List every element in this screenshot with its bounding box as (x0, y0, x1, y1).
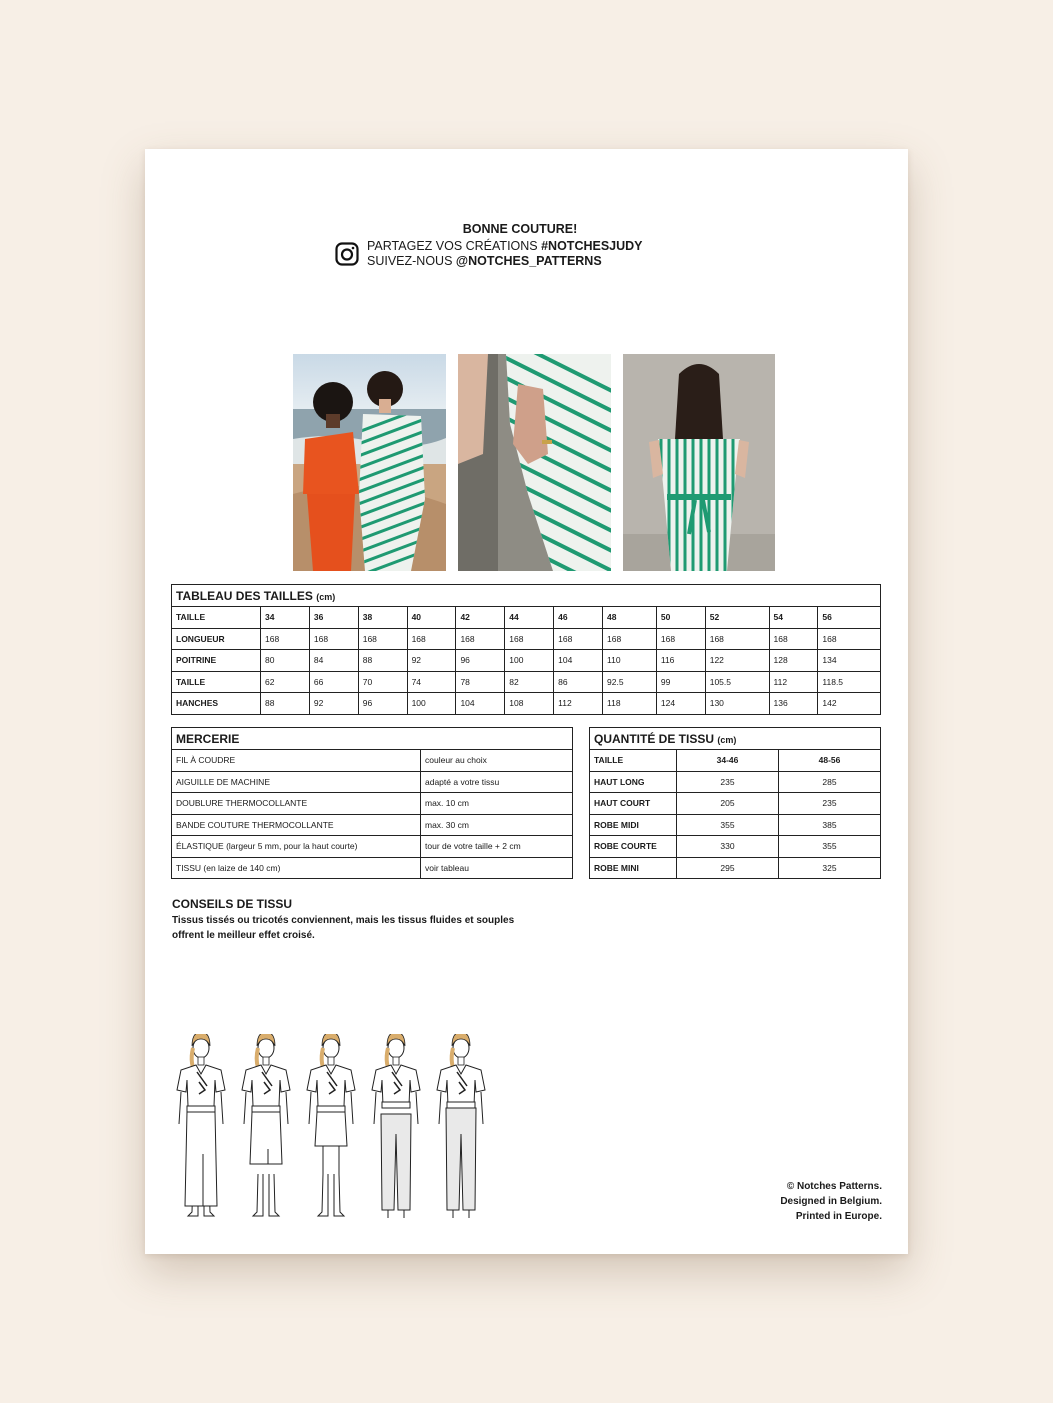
cell: 92 (309, 693, 358, 715)
notion-item: BANDE COUTURE THERMOCOLLANTE (172, 814, 421, 836)
table-row (172, 793, 573, 815)
size-col: 36 (309, 607, 358, 629)
table-row (172, 650, 881, 672)
fabric-header-label: TAILLE (590, 750, 677, 772)
table-row (172, 750, 573, 772)
notion-item: DOUBLURE THERMOCOLLANTE (172, 793, 421, 815)
fabric-quantity-table (589, 727, 881, 879)
notion-value: tour de votre taille + 2 cm (421, 836, 573, 858)
cell: 105.5 (705, 671, 769, 693)
fabric-header-row (590, 750, 881, 772)
size-col: 56 (818, 607, 881, 629)
cell: 110 (603, 650, 657, 672)
size-col: 34 (261, 607, 310, 629)
fabric-header-col: 48-56 (779, 750, 881, 772)
cell: 86 (554, 671, 603, 693)
size-col: 46 (554, 607, 603, 629)
size-col: 54 (769, 607, 818, 629)
table-row (590, 771, 881, 793)
follow-line (367, 254, 643, 269)
cell: 118 (603, 693, 657, 715)
cell: 128 (769, 650, 818, 672)
size-col: 42 (456, 607, 505, 629)
cell: 100 (407, 693, 456, 715)
cell: 116 (656, 650, 705, 672)
table-row (172, 771, 573, 793)
size-table-title: TABLEAU DES TAILLES (cm) (172, 585, 881, 607)
cell: 168 (505, 628, 554, 650)
cell: 168 (603, 628, 657, 650)
table-row (590, 836, 881, 858)
cell: 355 (677, 814, 779, 836)
notion-item: TISSU (en laize de 140 cm) (172, 857, 421, 879)
cell: 74 (407, 671, 456, 693)
size-col: 52 (705, 607, 769, 629)
cell: 295 (677, 857, 779, 879)
notion-value: max. 10 cm (421, 793, 573, 815)
garment-label: ROBE MINI (590, 857, 677, 879)
photo-back-view (623, 354, 775, 571)
cell: 96 (456, 650, 505, 672)
table-row (172, 628, 881, 650)
advice-title: CONSEILS DE TISSU (172, 897, 293, 911)
follow-text: SUIVEZ-NOUS (367, 254, 456, 268)
row-label: TAILLE (172, 671, 261, 693)
cell: 70 (358, 671, 407, 693)
cell: 168 (656, 628, 705, 650)
row-label: POITRINE (172, 650, 261, 672)
technical-drawings (171, 1034, 511, 1229)
cell: 168 (456, 628, 505, 650)
size-table (171, 584, 881, 715)
table-row (590, 814, 881, 836)
cell: 118.5 (818, 671, 881, 693)
cell: 104 (554, 650, 603, 672)
notion-value: voir tableau (421, 857, 573, 879)
size-col: 48 (603, 607, 657, 629)
cell: 325 (779, 857, 881, 879)
cell: 130 (705, 693, 769, 715)
size-col: 38 (358, 607, 407, 629)
cell: 99 (656, 671, 705, 693)
row-label: HANCHES (172, 693, 261, 715)
table-row (590, 857, 881, 879)
cell: 205 (677, 793, 779, 815)
mercerie-table (171, 727, 573, 879)
photo-beach-models (293, 354, 446, 571)
cell: 136 (769, 693, 818, 715)
cell: 168 (769, 628, 818, 650)
notion-item: ÉLASTIQUE (largeur 5 mm, pour la haut courte) (172, 836, 421, 858)
garment-label: ROBE COURTE (590, 836, 677, 858)
cell: 142 (818, 693, 881, 715)
cell: 100 (505, 650, 554, 672)
size-col: 50 (656, 607, 705, 629)
table-row (172, 671, 881, 693)
printed-in: Printed in Europe. (795, 1211, 882, 1222)
cell: 88 (261, 693, 310, 715)
credits (780, 1179, 882, 1224)
size-col: 40 (407, 607, 456, 629)
hashtag: #NOTCHESJUDY (541, 239, 643, 253)
cell: 330 (677, 836, 779, 858)
cell: 168 (705, 628, 769, 650)
advice-line: Tissus tissés ou tricotés conviennent, mais les tissus fluides et souples (172, 915, 515, 926)
designed-in: Designed in Belgium. (780, 1196, 882, 1207)
cell: 88 (358, 650, 407, 672)
fabric-advice (172, 897, 592, 943)
cell: 134 (818, 650, 881, 672)
share-line (367, 239, 643, 254)
cell: 82 (505, 671, 554, 693)
cell: 108 (505, 693, 554, 715)
cell: 62 (261, 671, 310, 693)
size-col: 44 (505, 607, 554, 629)
garment-label: HAUT LONG (590, 771, 677, 793)
instagram-handle: @NOTCHES_PATTERNS (455, 254, 602, 268)
greeting: BONNE COUTURE! (462, 222, 578, 236)
size-header-label: TAILLE (172, 607, 261, 629)
copyright: © Notches Patterns. (786, 1181, 882, 1192)
fabric-title: QUANTITÉ DE TISSU (cm) (590, 728, 881, 750)
notion-value: couleur au choix (421, 750, 573, 772)
cell: 112 (769, 671, 818, 693)
share-text: PARTAGEZ VOS CRÉATIONS (367, 239, 542, 253)
notion-item: FIL À COUDRE (172, 750, 421, 772)
mercerie-title: MERCERIE (172, 728, 573, 750)
fabric-header-col: 34-46 (677, 750, 779, 772)
garment-label: HAUT COURT (590, 793, 677, 815)
garment-figures (171, 1034, 511, 1229)
garment-label: ROBE MIDI (590, 814, 677, 836)
size-header-row (172, 607, 881, 629)
table-row (590, 793, 881, 815)
cell: 66 (309, 671, 358, 693)
cell: 168 (358, 628, 407, 650)
notion-item: AIGUILLE DE MACHINE (172, 771, 421, 793)
cell: 92 (407, 650, 456, 672)
figure-midi-dress (242, 1034, 290, 1216)
notion-value: max. 30 cm (421, 814, 573, 836)
instagram-icon (335, 242, 359, 266)
figure-short-top-trousers (372, 1034, 420, 1218)
cell: 168 (261, 628, 310, 650)
cell: 78 (456, 671, 505, 693)
cell: 92.5 (603, 671, 657, 693)
table-row (172, 836, 573, 858)
figure-short-dress (307, 1034, 355, 1216)
cell: 168 (309, 628, 358, 650)
figure-long-dress (177, 1034, 225, 1216)
cell: 112 (554, 693, 603, 715)
pattern-back-page (145, 149, 908, 1254)
cell: 168 (818, 628, 881, 650)
cell: 96 (358, 693, 407, 715)
cell: 104 (456, 693, 505, 715)
row-label: LONGUEUR (172, 628, 261, 650)
cell: 124 (656, 693, 705, 715)
notion-value: adapté a votre tissu (421, 771, 573, 793)
cell: 168 (407, 628, 456, 650)
cell: 235 (677, 771, 779, 793)
advice-line: offrent le meilleur effet croisé. (172, 930, 315, 941)
cell: 122 (705, 650, 769, 672)
cell: 235 (779, 793, 881, 815)
cell: 84 (309, 650, 358, 672)
header (335, 222, 695, 269)
table-row (172, 693, 881, 715)
photo-stripe-detail (458, 354, 611, 571)
figure-long-top-trousers (437, 1034, 485, 1218)
cell: 355 (779, 836, 881, 858)
advice-text (172, 913, 592, 943)
cell: 385 (779, 814, 881, 836)
table-row (172, 857, 573, 879)
cell: 80 (261, 650, 310, 672)
cell: 168 (554, 628, 603, 650)
cell: 285 (779, 771, 881, 793)
table-row (172, 814, 573, 836)
